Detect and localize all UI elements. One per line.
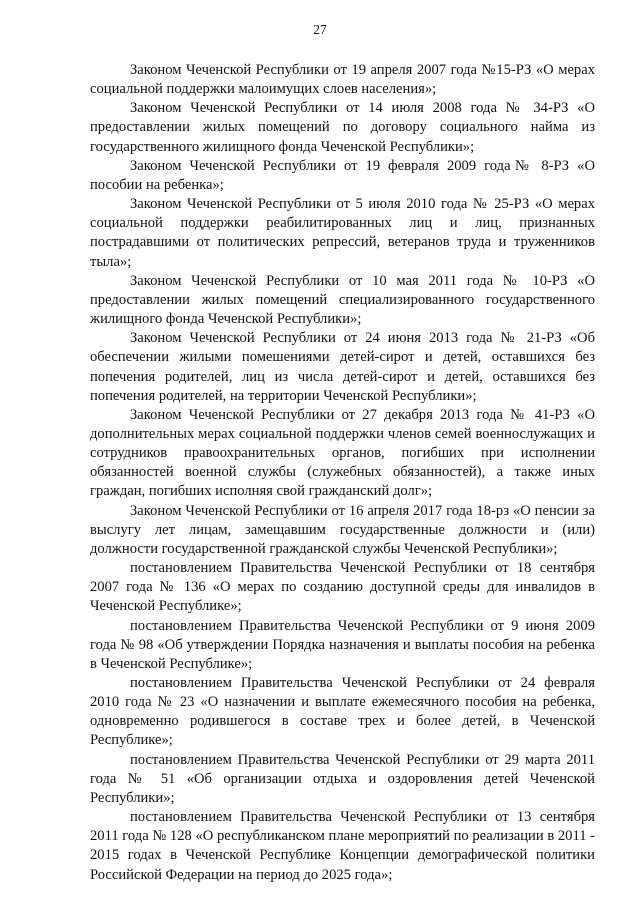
page-number: 27: [313, 22, 327, 37]
paragraph: Законом Чеченской Республики от 14 июля 2008 года № 34-РЗ «О предоставлении жилых помещений по договору социального найма из государственного жилищного фонда Чеченской Республики»;: [90, 100, 595, 155]
paragraph: постановлением Правительства Чеченской Республики от 13 сентября 2011 года № 128 «О республиканском плане мероприятий по реализации в 2011 - 2015 годах в Чеченской Республике Концепции демографической политики Российской Федерации на период до 2025 года»;: [90, 809, 596, 883]
paragraph: постановлением Правительства Чеченской Республики от 29 марта 2011 года № 51 «Об организации отдыха и оздоровления детей Чеченской Республики»;: [90, 751, 595, 806]
paragraph: Законом Чеченской Республики от 19 февраля 2009 года№ 8-РЗ «О пособии на ребенка»;: [90, 157, 595, 193]
paragraph: постановлением Правительства Чеченской Республики от 9 июня 2009 года № 98 «Об утверждении Порядка назначения и выплаты пособия на ребенка в Чеченской Республике»;: [90, 617, 595, 672]
paragraph: постановлением Правительства Чеченской Республики от 18 сентября 2007 года № 136 «О мерах по созданию доступной среды для инвалидов в Чеченской Республике»;: [90, 560, 595, 615]
paragraph: Законом Чеченской Республики от 5 июля 2010 года № 25-РЗ «О мерах социальной поддержки реабилитированных лиц и лиц, признанных пострадавшими от политических репрессий, ветеранов труда и труженников тыла»;: [90, 196, 595, 270]
paragraph: Законом Чеченской Республики от 24 июня 2013 года № 21-РЗ «Об обеспечении жилыми помешениями детей-сирот и детей, оставшихся без попечения родителей, лиц из числа детей-сирот и детей, оставшихся без попечения родителей, на территории Чеченской Республики»;: [90, 330, 595, 404]
paragraph: постановлением Правительства Чеченской Республики от 24 февраля 2010 года № 23 «О назначении и выплате ежемесячного пособия на ребенка, одновременно родившегося в составе трех и более детей, в Чеченской Республике»;: [90, 675, 595, 749]
paragraph: Законом Чеченской Республики от 19 апреля 2007 года №15-РЗ «О мерах социальной поддержки малоимущих слоев населения»;: [90, 62, 595, 98]
paragraph: Законом Чеченской Республики от 27 декабря 2013 года № 41-РЗ «О дополнительных мерах социальной поддержки членов семей военнослужащих и сотрудников правоохранительных органов, погибших при исполнении обязанностей военной службы (служебных обязанностей), а также иных граждан, погибших исполняя свой гражданский долг»;: [90, 406, 595, 500]
paragraph: Законом Чеченской Республики от 16 апреля 2017 года 18-рз «О пенсии за выслугу лет лицам, замещавшим государственные должности и (или) должности государственной гражданской службы Чеченской Республики»;: [90, 502, 595, 557]
paragraph: Законом Чеченской Республики от 10 мая 2011 года № 10-РЗ «О предоставлении жилых помещений специализированного государственного жилищного фонда Чеченской Республики»;: [90, 272, 595, 328]
document-body: [90, 61, 595, 885]
